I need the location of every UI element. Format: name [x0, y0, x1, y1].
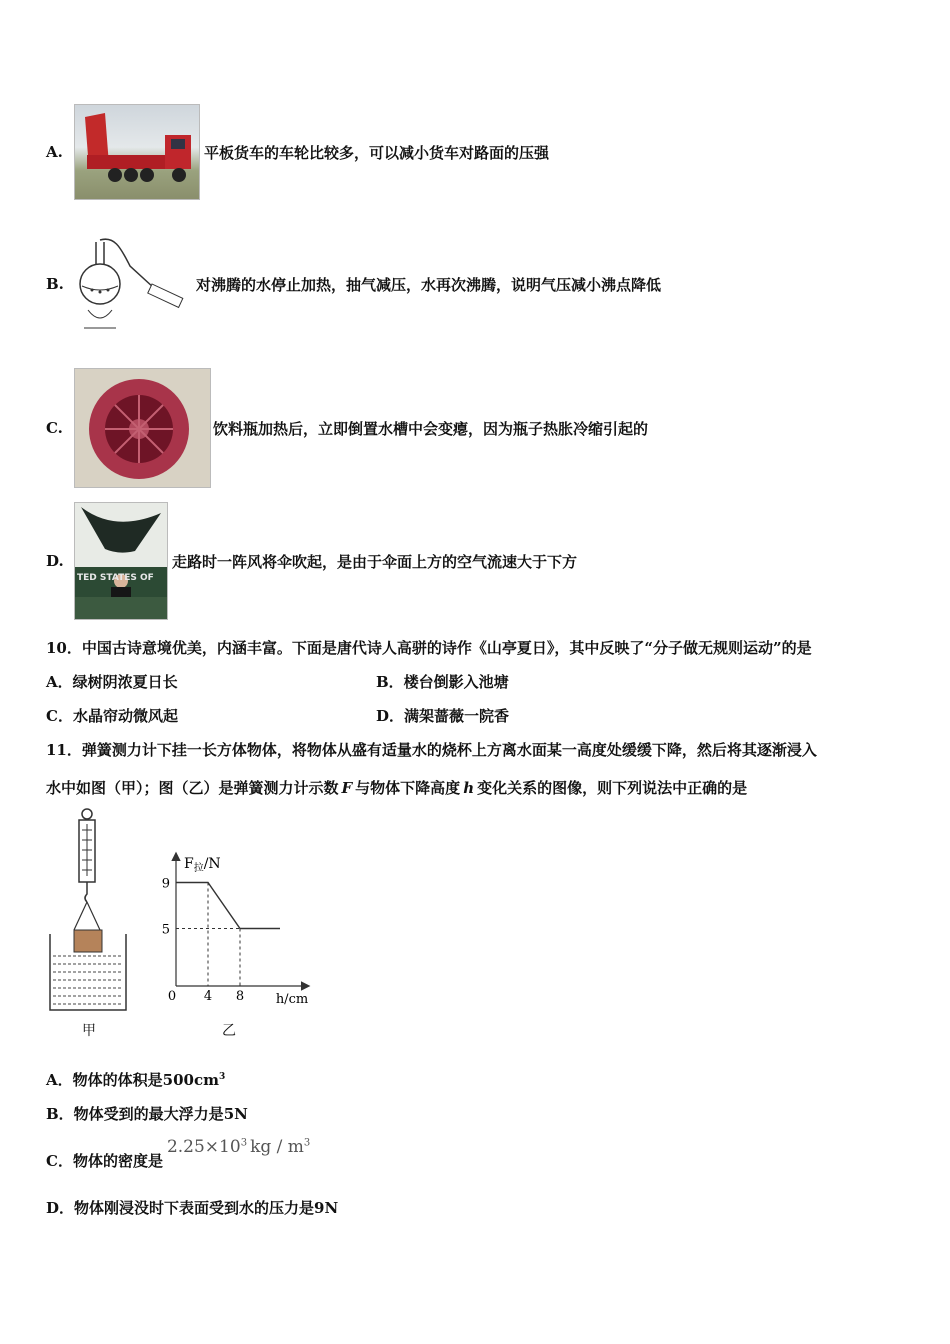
q10-option-b: B．楼台倒影入池塘	[376, 673, 509, 691]
q9-option-a	[46, 104, 549, 200]
q10-option-c: C．水晶帘动微风起	[46, 707, 178, 725]
q11-option-d-value: 9N	[314, 1199, 339, 1217]
density-formula	[167, 1137, 310, 1157]
q10-option-a: A．绿树阴浓夏日长	[46, 673, 178, 691]
density-value: 2.25×10	[166, 1137, 241, 1157]
q11-option-b-prefix: B．物体受到的最大浮力是	[46, 1105, 224, 1123]
q11-stem-line2	[46, 777, 747, 798]
origin-label: 0	[167, 989, 177, 1004]
figure-jia-label: 甲	[82, 1023, 96, 1039]
umbrella-photo	[74, 502, 168, 620]
q11-stem-part-c: 变化关系的图像，则下列说法中正确的是	[477, 779, 748, 797]
option-letter: C.	[46, 419, 63, 437]
q11-option-c-prefix: C．物体的密度是	[46, 1152, 163, 1170]
q9-option-d	[46, 502, 577, 620]
y-tick-label-9: 9	[161, 876, 170, 892]
figure-yi-label: 乙	[222, 1023, 236, 1039]
q9-option-c-text: 饮料瓶加热后，立即倒置水槽中会变瘪，因为瓶子热胀冷缩引起的	[213, 419, 649, 438]
option-letter: A.	[46, 143, 63, 161]
spring-scale-beaker-diagram	[44, 806, 134, 1016]
q11-stem-part-a: 水中如图（甲）；图（乙）是弹簧测力计示数	[46, 779, 339, 797]
q11-option-b-value: 5N	[223, 1105, 248, 1123]
q10-option-d: D．满架蔷薇一院香	[376, 707, 510, 725]
q9-option-b-text: 对沸腾的水停止加热，抽气减压，水再次沸腾，说明气压减小沸点降低	[196, 275, 662, 294]
q11-option-d-prefix: D．物体刚浸没时下表面受到水的压力是	[46, 1199, 315, 1217]
y-tick-label-5: 5	[161, 922, 170, 938]
figure-jia	[44, 806, 134, 1038]
var-f: F	[341, 779, 353, 797]
x-tick-label-8: 8	[235, 989, 245, 1004]
q11-option-a-value: 500cm	[162, 1071, 219, 1089]
q9-option-c	[46, 368, 648, 488]
q11-option-a	[46, 1069, 225, 1090]
q11-option-a-prefix: A．物体的体积是	[46, 1071, 163, 1089]
density-unit: kg / m	[250, 1137, 304, 1157]
superscript: 3	[218, 1072, 226, 1082]
flatbed-truck-photo	[74, 104, 200, 200]
q11-stem-line1: 11．弹簧测力计下挂一长方体物体，将物体从盛有适量水的烧杯上方离水面某一高度处缓缓下降，然后将其逐渐浸入	[46, 741, 817, 759]
flask-syringe-diagram	[74, 236, 194, 332]
y-axis-label: $F_拉/N$	[184, 856, 221, 874]
sign-text: TED STATES OF	[77, 573, 154, 583]
superscript: 3	[240, 1137, 248, 1149]
var-h: h	[463, 779, 475, 797]
q9-option-a-text: 平板货车的车轮比较多，可以减小货车对路面的压强	[204, 143, 550, 162]
q11-option-c	[46, 1136, 311, 1170]
q11-stem-part-b: 与物体下降高度	[355, 779, 461, 797]
bottle-photo	[74, 368, 211, 488]
q10-stem: 10．中国古诗意境优美，内涵丰富。下面是唐代诗人高骈的诗作《山亭夏日》，其中反映了“分子做无规则运动”的是	[46, 639, 812, 657]
q11-option-b	[46, 1103, 248, 1124]
q11-option-d	[46, 1197, 338, 1218]
option-letter: B.	[46, 275, 64, 293]
figure-yi	[156, 848, 316, 1038]
x-axis-label: h/cm	[275, 992, 309, 1007]
superscript: 3	[303, 1137, 311, 1149]
series-line	[176, 883, 280, 929]
q9-option-b	[46, 236, 661, 332]
x-tick-label-4: 4	[203, 989, 213, 1004]
force-height-chart	[156, 848, 316, 1008]
option-letter: D.	[46, 552, 64, 570]
q9-option-d-text: 走路时一阵风将伞吹起，是由于伞面上方的空气流速大于下方	[172, 552, 578, 571]
